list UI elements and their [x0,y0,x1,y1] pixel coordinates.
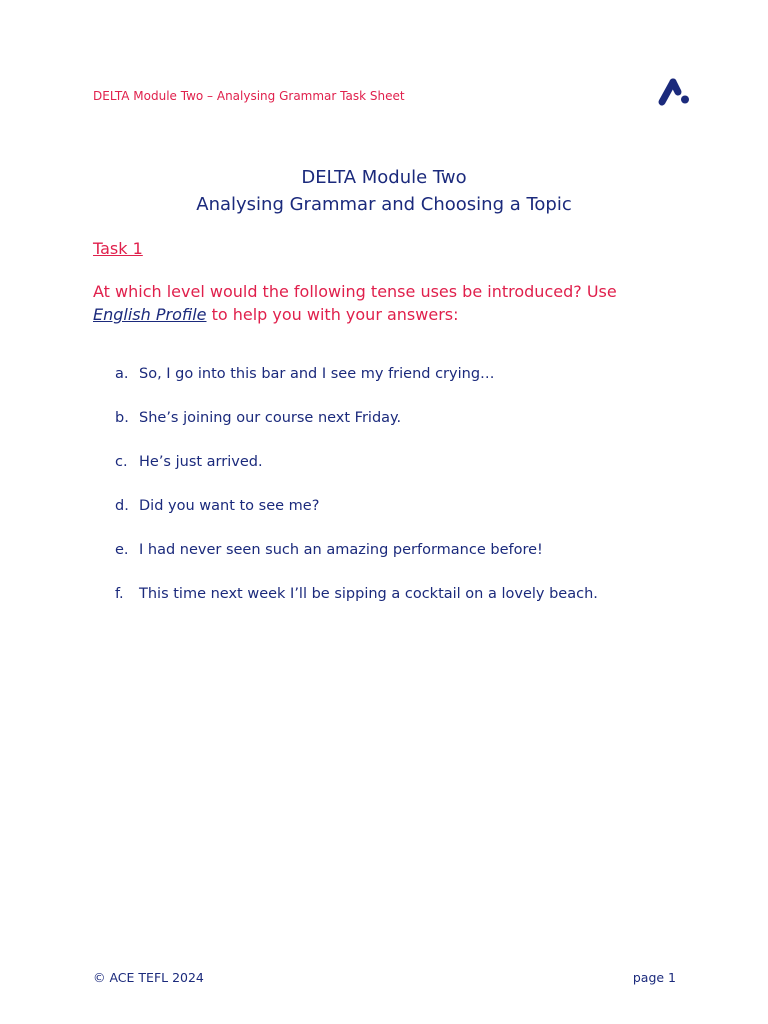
list-item [93,410,693,454]
list-item [93,366,693,410]
title-line-1: DELTA Module Two [301,167,467,188]
instruction-line-2 [93,303,693,326]
footer-page-number: page 1 [632,970,676,985]
list-marker: a. [115,366,129,382]
sentence-list [93,366,693,630]
page-header-text: DELTA Module Two – Analysing Grammar Task Sheet [93,89,405,103]
list-item-text: So, I go into this bar and I see my friend crying… [139,366,495,382]
ace-tefl-logo-icon [657,77,691,107]
list-item [93,498,693,542]
list-item-text: He’s just arrived. [139,454,263,470]
list-item-text: Did you want to see me? [139,498,320,514]
list-marker: e. [115,542,129,558]
instruction-line-2-rest: to help you with your answers: [206,305,459,324]
list-item-text: I had never seen such an amazing performance before! [139,542,543,558]
list-item-text: This time next week I’ll be sipping a cocktail on a lovely beach. [139,586,598,602]
list-marker: f. [115,586,124,602]
document-title [0,164,768,218]
list-marker: b. [115,410,129,426]
list-marker: d. [115,498,129,514]
task-instruction [93,280,693,326]
footer-copyright: © ACE TEFL 2024 [93,970,204,985]
instruction-line-1: At which level would the following tense uses be introduced? Use [93,282,617,301]
list-item [93,542,693,586]
english-profile-link[interactable]: English Profile [93,305,207,324]
list-item [93,586,693,630]
list-item-text: She’s joining our course next Friday. [139,410,402,426]
list-item [93,454,693,498]
title-line-2: Analysing Grammar and Choosing a Topic [196,194,572,215]
task-heading: Task 1 [93,239,143,258]
list-marker: c. [115,454,128,470]
